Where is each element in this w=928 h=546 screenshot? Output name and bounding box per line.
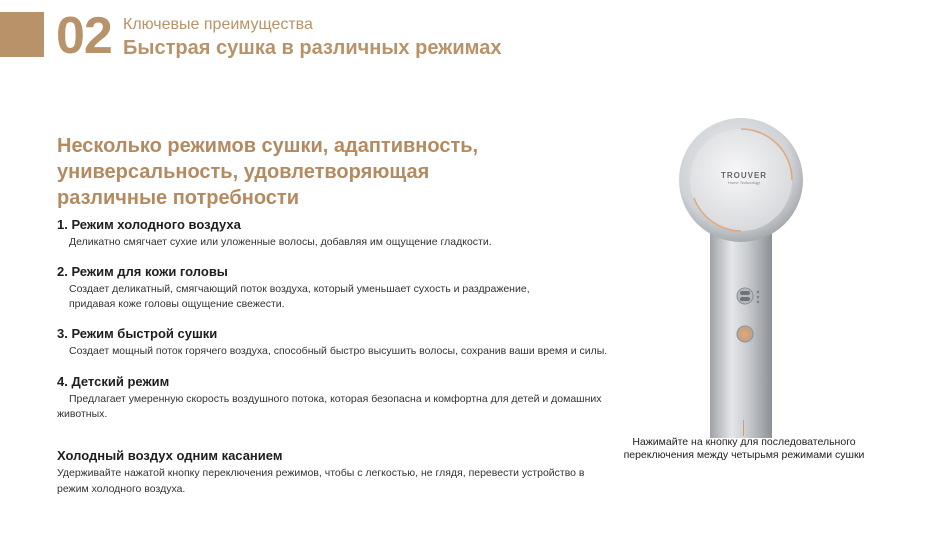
section-title: Быстрая сушка в различных режимах xyxy=(123,37,502,59)
mode-title: 3. Режим быстрой сушки xyxy=(57,326,218,341)
mode-description: Создает мощный поток горячего воздуха, способный быстро высушить волосы, сохранив ваши время и силы. xyxy=(69,345,608,357)
mode-title: 1. Режим холодного воздуха xyxy=(57,217,241,232)
mode-description: Создает деликатный, смягчающий поток воздуха, который уменьшает сухость и раздражение, придавая коже головы ощущение свежести. xyxy=(69,283,530,310)
headline: Несколько режимов сушки, адаптивность, универсальность, удовлетворяющая различные потребности xyxy=(57,135,479,209)
cold-touch-section xyxy=(57,447,617,497)
accent-block xyxy=(0,12,44,57)
section-number: 02 xyxy=(56,7,112,65)
hair-dryer-image xyxy=(660,98,830,438)
mode-item-scalp xyxy=(57,263,547,312)
mode-title: 4. Детский режим xyxy=(57,374,170,389)
mode-item-fast-dry xyxy=(57,325,617,359)
caption-pointer-line xyxy=(743,420,744,436)
mode-item-kids xyxy=(57,373,609,422)
brand-logo xyxy=(711,171,777,185)
cold-touch-title: Холодный воздух одним касанием xyxy=(57,448,283,463)
brand-subtitle: Home Technology xyxy=(728,180,760,185)
mode-title: 2. Режим для кожи головы xyxy=(57,264,228,279)
product-caption: Нажимайте на кнопку для последовательного переключения между четырьмя режимами сушки xyxy=(623,436,865,461)
mode-description: Предлагает умеренную скорость воздушного потока, которая безопасна и комфортна для детей и домашних животных. xyxy=(57,393,602,420)
brand-name: TROUVER xyxy=(720,171,768,180)
section-subtitle: Ключевые преимущества xyxy=(123,16,313,33)
mode-item-cold-air xyxy=(57,216,617,250)
cold-touch-description: Удерживайте нажатой кнопку переключения режимов, чтобы с легкостью, не глядя, перевести устройство в режим холодного воздуха. xyxy=(57,467,585,495)
mode-description: Деликатно смягчает сухие или уложенные волосы, добавляя им ощущение гладкости. xyxy=(69,236,492,248)
